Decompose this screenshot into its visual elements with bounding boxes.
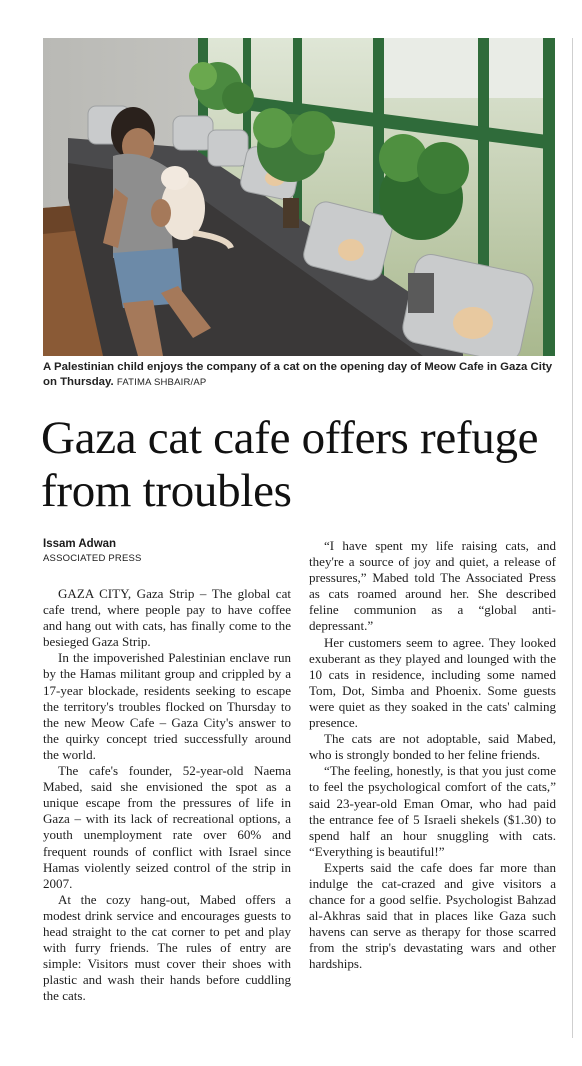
byline: [43, 537, 142, 565]
paragraph: Her customers seem to agree. They looked exuberant as they played and lounged with the 10 cats in residence, including some named Tom, Dot, Simba and Phoenix. Some guests were quiet as they soaked in the cats' calming presence.: [309, 634, 556, 731]
paragraph: The cats are not adoptable, said Mabed, who is strongly bonded to her feline friends.: [309, 731, 556, 763]
article-body-left-column: [43, 586, 291, 1004]
paragraph: “The feeling, honestly, is that you just come to feel the psychological comfort of the cats,” said 23-year-old Eman Omar, who had paid the entrance fee of 5 Israeli shekels ($1.30) to spend half an hour snuggling with cats. “Everything is beautiful!”: [309, 763, 556, 859]
byline-agency: ASSOCIATED PRESS: [43, 553, 142, 564]
column-rule: [572, 38, 573, 1038]
photo-caption: [43, 360, 555, 390]
caption-text: A Palestinian child enjoys the company of a cat on the opening day of Meow Cafe in Gaza City on Thursday.: [43, 361, 553, 388]
paragraph: GAZA CITY, Gaza Strip – The global cat cafe trend, where people pay to have coffee and hang out with cats, has finally come to the besieged Gaza Strip.: [43, 586, 291, 650]
headline: Gaza cat cafe offers refuge from troubles: [41, 412, 539, 517]
paragraph: “I have spent my life raising cats, and they're a source of joy and quiet, a release of pressures,” Mabed told The Associated Press as cats roamed around her. She described feline communion as a “global anti-depressant.”: [309, 538, 556, 634]
photo-credit: FATIMA SHBAIR/AP: [116, 376, 207, 388]
article-body-right-column: [309, 538, 556, 973]
paragraph: In the impoverished Palestinian enclave run by the Hamas militant group and crippled by a 17-year blockade, residents seeking to escape the territory's troubles flocked on Thursday to the new Meow Cafe – Gaza City's answer to the quirky concept tried successfully around the world.: [43, 650, 291, 762]
paragraph: The cafe's founder, 52-year-old Naema Mabed, said she envisioned the spot as a unique escape from the pressures of life in Gaza – with its lack of recreational options, a youth unemployment rate over 60% and frequent rounds of conflict with Israel since Hamas violently seized control of the strip in 2007.: [43, 763, 291, 891]
paragraph: Experts said the cafe does far more than indulge the cat-crazed and give visitors a chance for a good selfie. Psychologist Bahzad al-Akhras said that in places like Gaza such havens can serve as therapy for those scarred from the strip's devastating wars and other hardships.: [309, 859, 556, 972]
paragraph: At the cozy hang-out, Mabed offers a modest drink service and encourages guests to head straight to the cat corner to pet and play with furry friends. The rules of entry are simple: Visitors must cover their shoes with plastic and wash their hands before cuddling the cats.: [43, 891, 291, 1004]
byline-author: Issam Adwan: [43, 538, 117, 550]
article-photo: [43, 38, 555, 356]
